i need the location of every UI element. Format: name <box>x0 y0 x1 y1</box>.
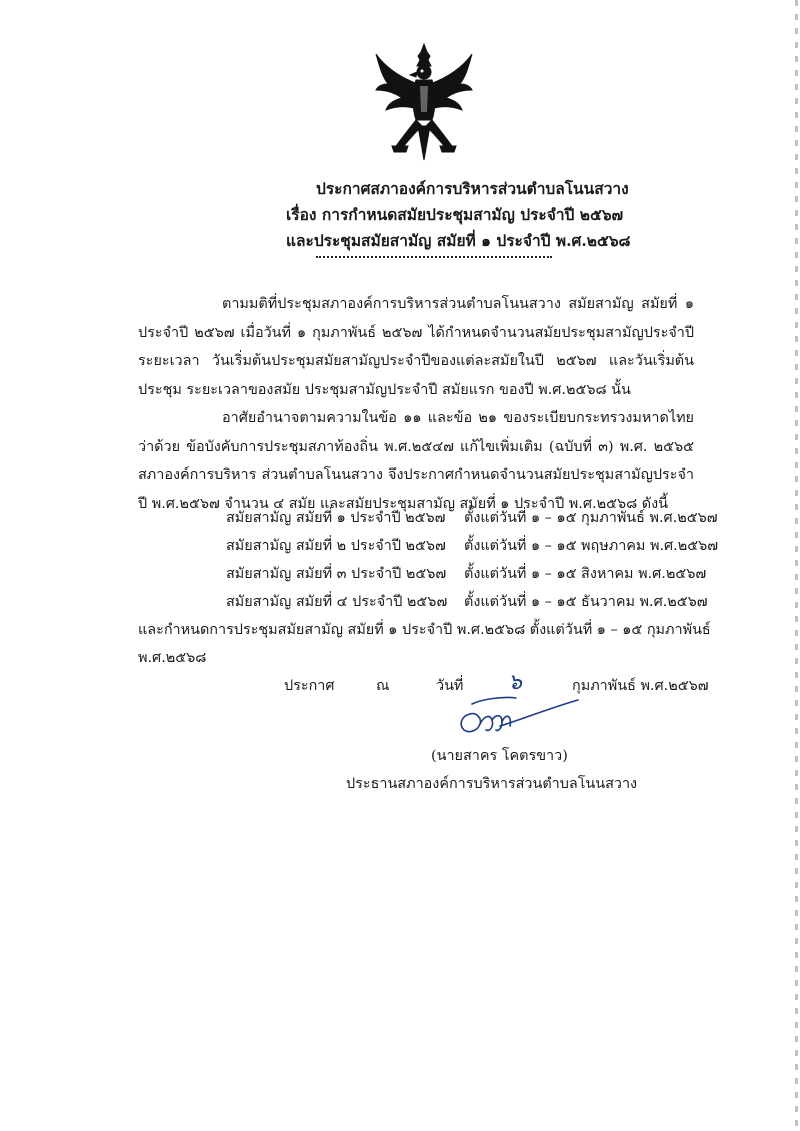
announcement-title: ประกาศสภาองค์การบริหารส่วนตำบลโนนสวาง <box>316 179 629 198</box>
announcement-subject: เรื่อง การกำหนดสมัยประชุมสามัญ ประจำปี ๒๕๖๗ <box>286 205 624 224</box>
session-period: ตั้งแต่วันที่ ๑ – ๑๕ พฤษภาคม พ.ศ.๒๕๖๗ <box>464 538 719 554</box>
handwritten-day: ๖ <box>508 670 522 695</box>
paragraph-authority <box>138 404 694 518</box>
paragraph-authority-text: อาศัยอำนาจตามความในข้อ ๑๑ และข้อ ๒๑ ของระเบียบกระทรวงมหาดไทยว่าด้วย ข้อบังคับการประชุมสภาท้องถิ่น พ.ศ.๒๕๔๗ แก้ไขเพิ่มเติม (ฉบับที่ ๓) พ.ศ. ๒๕๖๕ สภาองค์การบริหาร ส่วนตำบลโนนสวาง จึงประกาศกำหนดจำนวนสมัยประชุมสามัญประจำปี พ.ศ.๒๕๖๗ จำนวน ๔ สมัย และสมัยประชุมสามัญ สมัยที่ ๑ ประจำปี พ.ศ.๒๕๖๘ ดังนี้ <box>138 410 694 512</box>
day-label: วันที่ <box>436 678 464 694</box>
session-label: สมัยสามัญ สมัยที่ ๓ ประจำปี ๒๕๖๗ <box>226 566 447 582</box>
session-item <box>226 534 719 557</box>
session-label: สมัยสามัญ สมัยที่ ๒ ประจำปี ๒๕๖๗ <box>226 538 446 554</box>
session-item <box>226 562 707 585</box>
closing-line-year: พ.ศ.๒๕๖๘ <box>138 650 207 666</box>
handwritten-signature <box>440 686 580 746</box>
at-label: ณ <box>376 678 390 694</box>
session-item <box>226 506 718 529</box>
paragraph-resolution <box>138 290 694 404</box>
announce-month-year: กุมภาพันธ์ พ.ศ.๒๕๖๗ <box>572 678 709 694</box>
session-label: สมัยสามัญ สมัยที่ ๔ ประจำปี ๒๕๖๗ <box>226 594 448 610</box>
session-period: ตั้งแต่วันที่ ๑ – ๑๕ ธันวาคม พ.ศ.๒๕๖๗ <box>464 594 708 610</box>
garuda-emblem-icon <box>372 42 476 162</box>
title-divider <box>316 256 552 258</box>
announcement-subject-continued: และประชุมสมัยสามัญ สมัยที่ ๑ ประจำปี พ.ศ.๒๕๖๘ <box>286 231 631 250</box>
announce-label: ประกาศ <box>284 678 335 694</box>
session-item <box>226 590 708 613</box>
session-period: ตั้งแต่วันที่ ๑ – ๑๕ กุมภาพันธ์ พ.ศ.๒๕๖๗ <box>464 510 718 526</box>
session-label: สมัยสามัญ สมัยที่ ๑ ประจำปี ๒๕๖๗ <box>226 510 446 526</box>
scan-edge <box>795 0 798 1131</box>
signer-title: ประธานสภาองค์การบริหารส่วนตำบลโนนสวาง <box>346 776 638 792</box>
paragraph-resolution-text: ตามมติที่ประชุมสภาองค์การบริหารส่วนตำบลโนนสวาง สมัยสามัญ สมัยที่ ๑ ประจำปี ๒๕๖๗ เมื่อวันที่ ๑ กุมภาพันธ์ ๒๕๖๗ ได้กำหนดจำนวนสมัยประชุมสามัญประจำปี ระยะเวลา วันเริ่มต้นประชุมสมัยสามัญประจำปีของแต่ละสมัยในปี ๒๕๖๗ และวันเริ่มต้นประชุม ระยะเวลาของสมัย ประชุมสามัญประจำปี สมัยแรก ของปี พ.ศ.๒๕๖๘ นั้น <box>138 296 694 398</box>
session-period: ตั้งแต่วันที่ ๑ – ๑๕ สิงหาคม พ.ศ.๒๕๖๗ <box>464 566 707 582</box>
closing-line: และกำหนดการประชุมสมัยสามัญ สมัยที่ ๑ ประจำปี พ.ศ.๒๕๖๘ ตั้งแต่วันที่ ๑ – ๑๕ กุมภาพันธ์ <box>138 622 711 638</box>
signer-name: (นายสาคร โคตรขาว) <box>431 748 568 764</box>
